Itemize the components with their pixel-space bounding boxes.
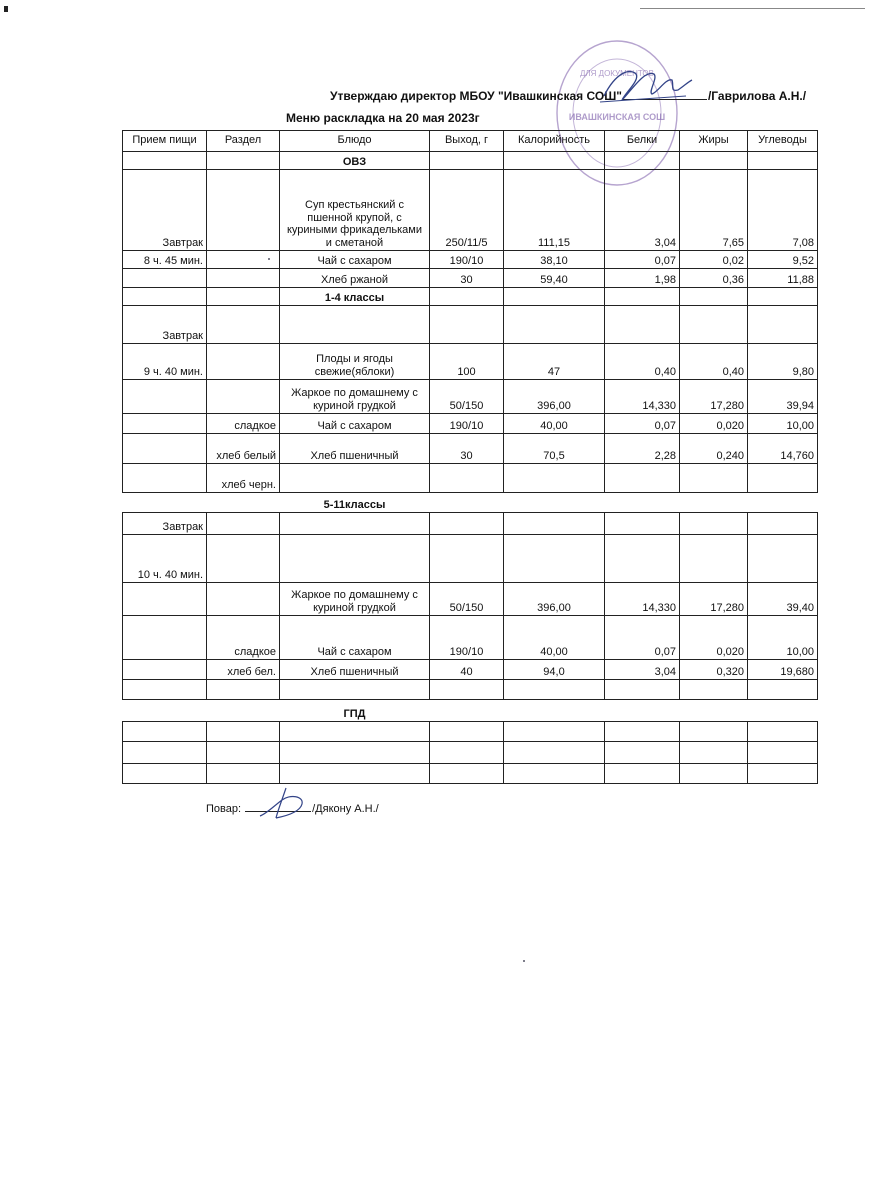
cell-meal (123, 380, 207, 414)
menu-table (122, 130, 818, 784)
empty-cell (680, 700, 748, 722)
cell-output (430, 680, 504, 700)
section-label: 1-4 классы (280, 288, 430, 306)
table-row (123, 380, 818, 414)
empty-cell (430, 152, 504, 170)
cell-meal (123, 464, 207, 493)
empty-cell (207, 700, 280, 722)
cell-dish (280, 722, 430, 742)
cell-protein: 0,40 (605, 344, 680, 380)
table-row (123, 616, 818, 660)
cell-dish: Плоды и ягоды свежие(яблоки) (280, 344, 430, 380)
cell-section: хлеб черн. (207, 464, 280, 493)
column-header: Углеводы (748, 131, 818, 152)
table-row (123, 660, 818, 680)
cell-protein (605, 535, 680, 583)
table-row (123, 764, 818, 784)
scan-speck (268, 258, 270, 260)
cell-protein: 14,330 (605, 380, 680, 414)
cell-carbs (748, 742, 818, 764)
cell-section (207, 742, 280, 764)
empty-cell (680, 152, 748, 170)
cell-output (430, 513, 504, 535)
cell-dish (280, 535, 430, 583)
column-header: Раздел (207, 131, 280, 152)
scan-corner-mark (4, 6, 8, 12)
cell-protein: 0,07 (605, 251, 680, 269)
cell-output: 50/150 (430, 583, 504, 616)
empty-cell (748, 288, 818, 306)
cell-calories: 111,15 (504, 170, 605, 251)
cook-signature (256, 786, 322, 822)
cell-meal: Завтрак (123, 513, 207, 535)
cell-fat (680, 306, 748, 344)
cell-section (207, 269, 280, 288)
table-row (123, 251, 818, 269)
cell-section (207, 680, 280, 700)
column-header: Калорийность (504, 131, 605, 152)
table-row (123, 434, 818, 464)
section-header-row (123, 288, 818, 306)
empty-cell (680, 493, 748, 513)
cell-dish (280, 464, 430, 493)
empty-cell (605, 700, 680, 722)
cell-meal (123, 414, 207, 434)
empty-cell (605, 493, 680, 513)
column-header: Прием пищи (123, 131, 207, 152)
cell-meal (123, 269, 207, 288)
cell-section: хлеб бел. (207, 660, 280, 680)
cell-output: 250/11/5 (430, 170, 504, 251)
cell-fat: 0,320 (680, 660, 748, 680)
empty-cell (748, 700, 818, 722)
cell-carbs: 10,00 (748, 414, 818, 434)
empty-cell (504, 700, 605, 722)
empty-cell (748, 493, 818, 513)
empty-cell (605, 152, 680, 170)
cell-section (207, 583, 280, 616)
cell-meal: Завтрак (123, 170, 207, 251)
cell-fat (680, 464, 748, 493)
cell-output (430, 464, 504, 493)
cell-protein (605, 306, 680, 344)
table-row (123, 306, 818, 344)
cell-section (207, 513, 280, 535)
cell-fat: 0,40 (680, 344, 748, 380)
cell-output: 30 (430, 269, 504, 288)
cell-calories: 40,00 (504, 616, 605, 660)
cell-dish (280, 513, 430, 535)
empty-cell (430, 700, 504, 722)
cell-fat (680, 680, 748, 700)
cell-dish: Хлеб ржаной (280, 269, 430, 288)
cell-calories (504, 764, 605, 784)
cell-meal (123, 742, 207, 764)
cell-carbs (748, 764, 818, 784)
cell-calories: 94,0 (504, 660, 605, 680)
cell-fat: 0,02 (680, 251, 748, 269)
cell-meal: 10 ч. 40 мин. (123, 535, 207, 583)
cell-calories: 59,40 (504, 269, 605, 288)
cell-meal (123, 660, 207, 680)
cell-carbs: 14,760 (748, 434, 818, 464)
column-header: Выход, г (430, 131, 504, 152)
cell-calories (504, 464, 605, 493)
column-header: Блюдо (280, 131, 430, 152)
cell-calories: 396,00 (504, 583, 605, 616)
cell-dish: Хлеб пшеничный (280, 434, 430, 464)
cell-dish: Чай с сахаром (280, 414, 430, 434)
cell-protein: 0,07 (605, 414, 680, 434)
empty-cell (430, 493, 504, 513)
table-row (123, 344, 818, 380)
cell-fat (680, 722, 748, 742)
cell-meal (123, 680, 207, 700)
section-label: 5-11классы (323, 498, 386, 511)
cell-protein (605, 464, 680, 493)
cell-calories: 40,00 (504, 414, 605, 434)
empty-cell (123, 288, 207, 306)
column-header: Жиры (680, 131, 748, 152)
cell-output (430, 764, 504, 784)
cell-output (430, 306, 504, 344)
cell-fat: 17,280 (680, 583, 748, 616)
empty-cell (207, 493, 280, 513)
cell-calories (504, 742, 605, 764)
table-row (123, 513, 818, 535)
cell-carbs: 39,94 (748, 380, 818, 414)
cell-calories (504, 722, 605, 742)
cell-output: 190/10 (430, 414, 504, 434)
cell-carbs (748, 680, 818, 700)
cell-protein (605, 680, 680, 700)
cell-output: 40 (430, 660, 504, 680)
cell-dish (280, 306, 430, 344)
cell-protein: 2,28 (605, 434, 680, 464)
cell-protein (605, 722, 680, 742)
cook-label: Повар: (206, 803, 242, 815)
approval-line (330, 88, 806, 103)
cell-protein: 3,04 (605, 170, 680, 251)
table-row (123, 583, 818, 616)
director-signature (596, 62, 696, 108)
empty-cell (504, 493, 605, 513)
cell-fat: 0,020 (680, 414, 748, 434)
cell-meal (123, 434, 207, 464)
cell-carbs (748, 306, 818, 344)
cell-meal: Завтрак (123, 306, 207, 344)
empty-cell (680, 288, 748, 306)
empty-cell (123, 152, 207, 170)
cell-calories (504, 680, 605, 700)
cell-dish: Хлеб пшеничный (280, 660, 430, 680)
cell-protein (605, 764, 680, 784)
cell-carbs: 39,40 (748, 583, 818, 616)
cell-meal (123, 764, 207, 784)
empty-cell (748, 152, 818, 170)
column-header: Белки (605, 131, 680, 152)
cell-meal: 8 ч. 45 мин. (123, 251, 207, 269)
page-title: Меню раскладка на 20 мая 2023г (286, 111, 480, 125)
approval-text: Утверждаю директор МБОУ "Ивашкинская СОШ" (330, 89, 622, 103)
cell-protein: 0,07 (605, 616, 680, 660)
stamp-text-top: ДЛЯ ДОКУМЕНТОВ (579, 69, 655, 78)
cell-meal: 9 ч. 40 мин. (123, 344, 207, 380)
cell-carbs (748, 535, 818, 583)
cell-dish: Чай с сахаром (280, 616, 430, 660)
cell-dish: Чай с сахаром (280, 251, 430, 269)
cell-calories (504, 306, 605, 344)
cell-output: 190/10 (430, 616, 504, 660)
cell-meal (123, 722, 207, 742)
cell-carbs: 19,680 (748, 660, 818, 680)
cell-section (207, 535, 280, 583)
section-header-row (123, 493, 818, 513)
cell-dish (280, 680, 430, 700)
cell-protein (605, 742, 680, 764)
cell-meal (123, 616, 207, 660)
cell-protein: 3,04 (605, 660, 680, 680)
cell-fat (680, 742, 748, 764)
cell-section (207, 306, 280, 344)
cell-section (207, 722, 280, 742)
cell-carbs (748, 513, 818, 535)
cell-calories: 47 (504, 344, 605, 380)
cell-calories (504, 513, 605, 535)
cell-dish: Жаркое по домашнему с куриной грудкой (280, 583, 430, 616)
cell-dish (280, 742, 430, 764)
cell-calories: 70,5 (504, 434, 605, 464)
cell-section (207, 764, 280, 784)
cell-meal (123, 583, 207, 616)
cell-fat (680, 513, 748, 535)
cell-output (430, 722, 504, 742)
cell-protein: 14,330 (605, 583, 680, 616)
table-row (123, 742, 818, 764)
cell-fat (680, 535, 748, 583)
section-header-row (123, 152, 818, 170)
cell-section: хлеб белый (207, 434, 280, 464)
cell-carbs: 10,00 (748, 616, 818, 660)
section-label: ОВЗ (280, 152, 430, 170)
cell-calories (504, 535, 605, 583)
cell-carbs: 9,80 (748, 344, 818, 380)
cell-output: 100 (430, 344, 504, 380)
table-row (123, 722, 818, 742)
cell-fat: 0,36 (680, 269, 748, 288)
cell-output: 190/10 (430, 251, 504, 269)
approval-name: /Гаврилова А.Н./ (707, 89, 807, 103)
cell-carbs: 11,88 (748, 269, 818, 288)
cell-output: 30 (430, 434, 504, 464)
cell-output (430, 742, 504, 764)
cell-protein (605, 513, 680, 535)
cell-carbs (748, 464, 818, 493)
cell-protein: 1,98 (605, 269, 680, 288)
table-row (123, 170, 818, 251)
cell-section: сладкое (207, 414, 280, 434)
empty-cell (430, 288, 504, 306)
table-row (123, 464, 818, 493)
empty-cell (605, 288, 680, 306)
section-label: ГПД (343, 707, 366, 720)
table-row (123, 269, 818, 288)
empty-cell (123, 493, 207, 513)
cell-section (207, 170, 280, 251)
empty-cell (504, 152, 605, 170)
cell-carbs: 7,08 (748, 170, 818, 251)
table-row (123, 535, 818, 583)
cell-carbs (748, 722, 818, 742)
cook-name: /Дякону А.Н./ (312, 803, 379, 815)
table-header-row (123, 131, 818, 152)
cell-carbs: 9,52 (748, 251, 818, 269)
cell-fat: 0,020 (680, 616, 748, 660)
cell-fat: 7,65 (680, 170, 748, 251)
table-row (123, 414, 818, 434)
empty-cell (123, 700, 207, 722)
cell-dish (280, 764, 430, 784)
cell-calories: 38,10 (504, 251, 605, 269)
scan-speck (523, 960, 525, 962)
cell-output (430, 535, 504, 583)
empty-cell (504, 288, 605, 306)
empty-cell (207, 152, 280, 170)
cell-section (207, 344, 280, 380)
cell-fat (680, 764, 748, 784)
cell-dish: Жаркое по домашнему с куриной грудкой (280, 380, 430, 414)
scan-edge-line (640, 8, 865, 9)
cell-calories: 396,00 (504, 380, 605, 414)
empty-cell (207, 288, 280, 306)
table-row (123, 680, 818, 700)
cell-dish: Суп крестьянский с пшенной крупой, с куриными фрикадельками и сметаной (280, 170, 430, 251)
cell-fat: 17,280 (680, 380, 748, 414)
cell-fat: 0,240 (680, 434, 748, 464)
cell-section: сладкое (207, 616, 280, 660)
cell-output: 50/150 (430, 380, 504, 414)
cell-section (207, 380, 280, 414)
stamp-text-center: ИВАШКИНСКАЯ СОШ (568, 112, 666, 122)
section-header-row (123, 700, 818, 722)
